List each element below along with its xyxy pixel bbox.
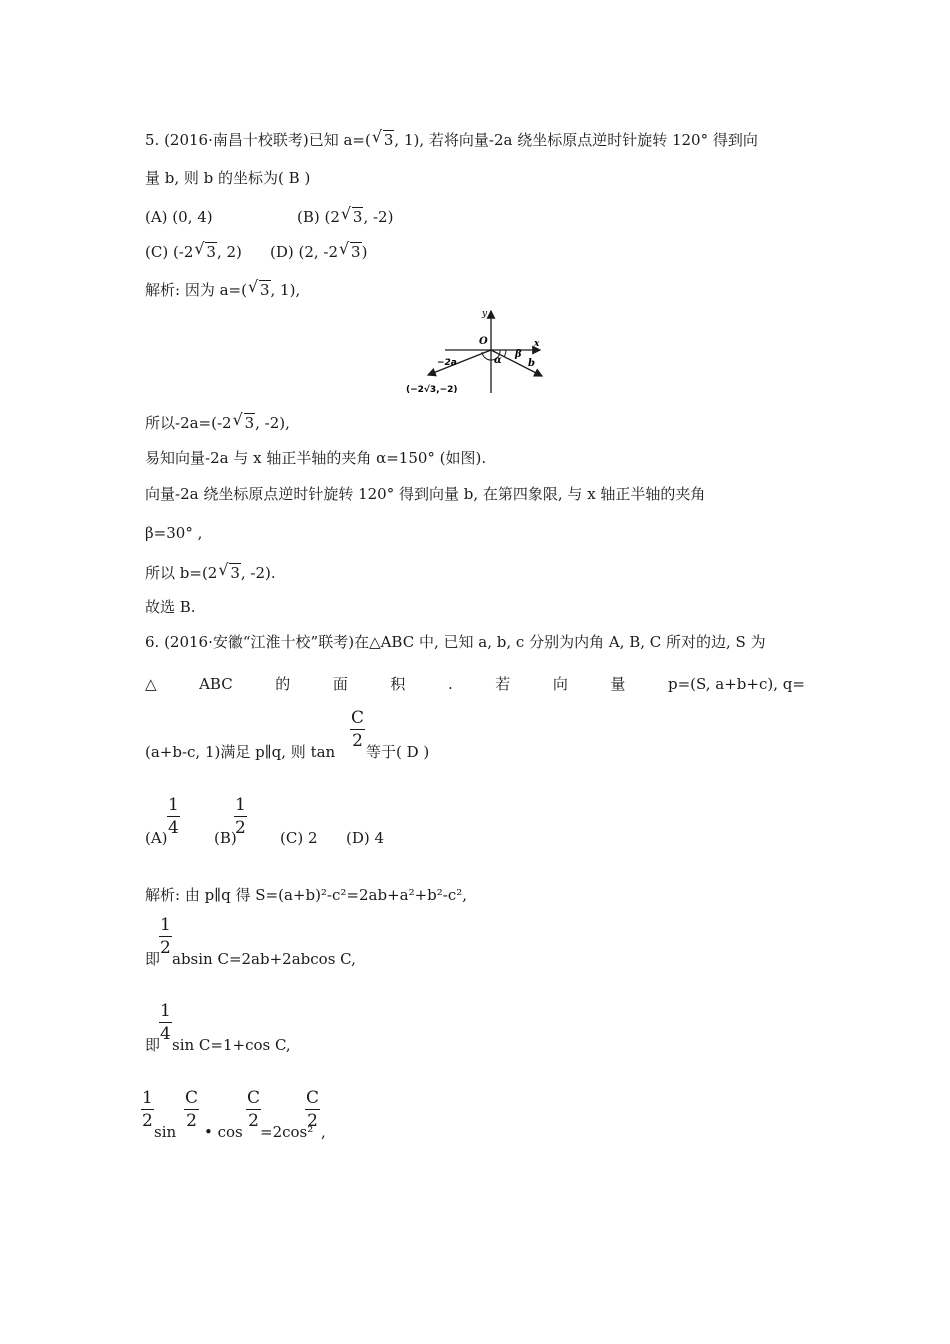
sqrt-symbol: √ 3	[218, 562, 241, 584]
fraction-1-over-4: $\frac{1}{4}$	[168, 795, 179, 838]
q6-stem-line2: △ ABC 的 面 积 . 若 向 量 p=(S, a+b+c), q=	[145, 675, 805, 693]
beta-label: β	[515, 349, 522, 360]
sqrt-symbol: √ 3	[194, 241, 217, 263]
q5-solution-line6: 所以 b=(2√ 3, -2).	[145, 562, 276, 584]
q6-solution-line2: absin C=2ab+2abcos C,	[172, 950, 356, 968]
sqrt-symbol: √ 3	[233, 412, 256, 434]
q5-option-b: (B) (2√ 3, -2)	[297, 206, 393, 228]
q5-answer: 故选 B.	[145, 598, 196, 616]
q5-solution-line3: 易知向量-2a 与 x 轴正半轴的夹角 α=150° (如图).	[145, 449, 487, 467]
q6-solution-line3-prefix: 即	[145, 1036, 161, 1054]
q6-option-b: (B)	[214, 829, 237, 847]
q5-solution-line5: β=30° ,	[145, 524, 203, 542]
fraction-c-over-2: $\frac{C}{2}$	[247, 1088, 261, 1131]
sin-text: sin	[154, 1123, 177, 1141]
q6-option-a: (A)	[145, 829, 168, 847]
cos-squared-text: =2cos²	[260, 1123, 314, 1141]
fraction-1-over-2: $\frac{1}{2}$	[142, 1088, 153, 1131]
q5-solution-line1: 解析: 因为 a=(√ 3, 1),	[145, 279, 300, 301]
q5-stem-line1: 5. (2016·南昌十校联考)已知 a=(√ 3, 1), 若将向量-2a 绕坐标原点逆时针旋转 120° 得到向	[145, 129, 758, 151]
q6-stem-line3-right: 等于( D )	[366, 743, 430, 761]
fraction-1-over-4: $\frac{1}{4}$	[160, 1001, 171, 1044]
fraction-c-over-2: $\frac{C}{2}$	[185, 1088, 199, 1131]
b-label: b	[528, 358, 535, 369]
fraction-1-over-2: $\frac{1}{2}$	[160, 915, 171, 958]
sqrt-symbol: √ 3	[341, 206, 364, 228]
rotation-figure	[400, 305, 560, 397]
q6-stem-line1: 6. (2016·安徽“江淮十校”联考)在△ABC 中, 已知 a, b, c 分别为内角 A, B, C 所对的边, S 为	[145, 633, 766, 651]
point-label: (−2√3,−2)	[406, 385, 458, 395]
q5-stem-line2: 量 b, 则 b 的坐标为( B )	[145, 169, 311, 187]
q5-option-d: (D) (2, -2√ 3)	[270, 241, 367, 263]
q6-solution-line3: sin C=1+cos C,	[172, 1036, 291, 1054]
fraction-c-over-2: $\frac{C}{2}$	[351, 708, 365, 751]
beta-arc	[504, 350, 506, 357]
q5-option-a: (A) (0, 4)	[145, 208, 213, 226]
trailing-comma: ,	[321, 1123, 326, 1141]
q6-option-c: (C) 2	[280, 829, 318, 847]
fraction-1-over-2: $\frac{1}{2}$	[235, 795, 246, 838]
origin-label: O	[479, 336, 488, 347]
q6-solution-line2-prefix: 即	[145, 950, 161, 968]
x-axis-label: x	[534, 339, 540, 349]
q5-option-c: (C) (-2√ 3, 2)	[145, 241, 242, 263]
q6-stem-line3-left: (a+b-c, 1)满足 p∥q, 则 tan	[145, 743, 336, 761]
neg2a-label: −2a	[437, 358, 457, 368]
alpha-label: α	[494, 355, 502, 366]
q5-solution-line4: 向量-2a 绕坐标原点逆时针旋转 120° 得到向量 b, 在第四象限, 与 x 轴正半轴的夹角	[145, 485, 706, 503]
sqrt-symbol: √ 3	[339, 241, 362, 263]
fraction-c-over-2: $\frac{C}{2}$	[306, 1088, 320, 1131]
sqrt-symbol: √ 3	[248, 279, 271, 301]
y-axis-label: y	[482, 309, 488, 319]
cos-text: • cos	[204, 1123, 243, 1141]
q5-solution-line2: 所以-2a=(-2√ 3, -2),	[145, 412, 290, 434]
sqrt-symbol: √ 3	[372, 129, 395, 151]
q6-option-d: (D) 4	[346, 829, 385, 847]
q6-solution-line1: 解析: 由 p∥q 得 S=(a+b)²-c²=2ab+a²+b²-c²,	[145, 886, 468, 904]
